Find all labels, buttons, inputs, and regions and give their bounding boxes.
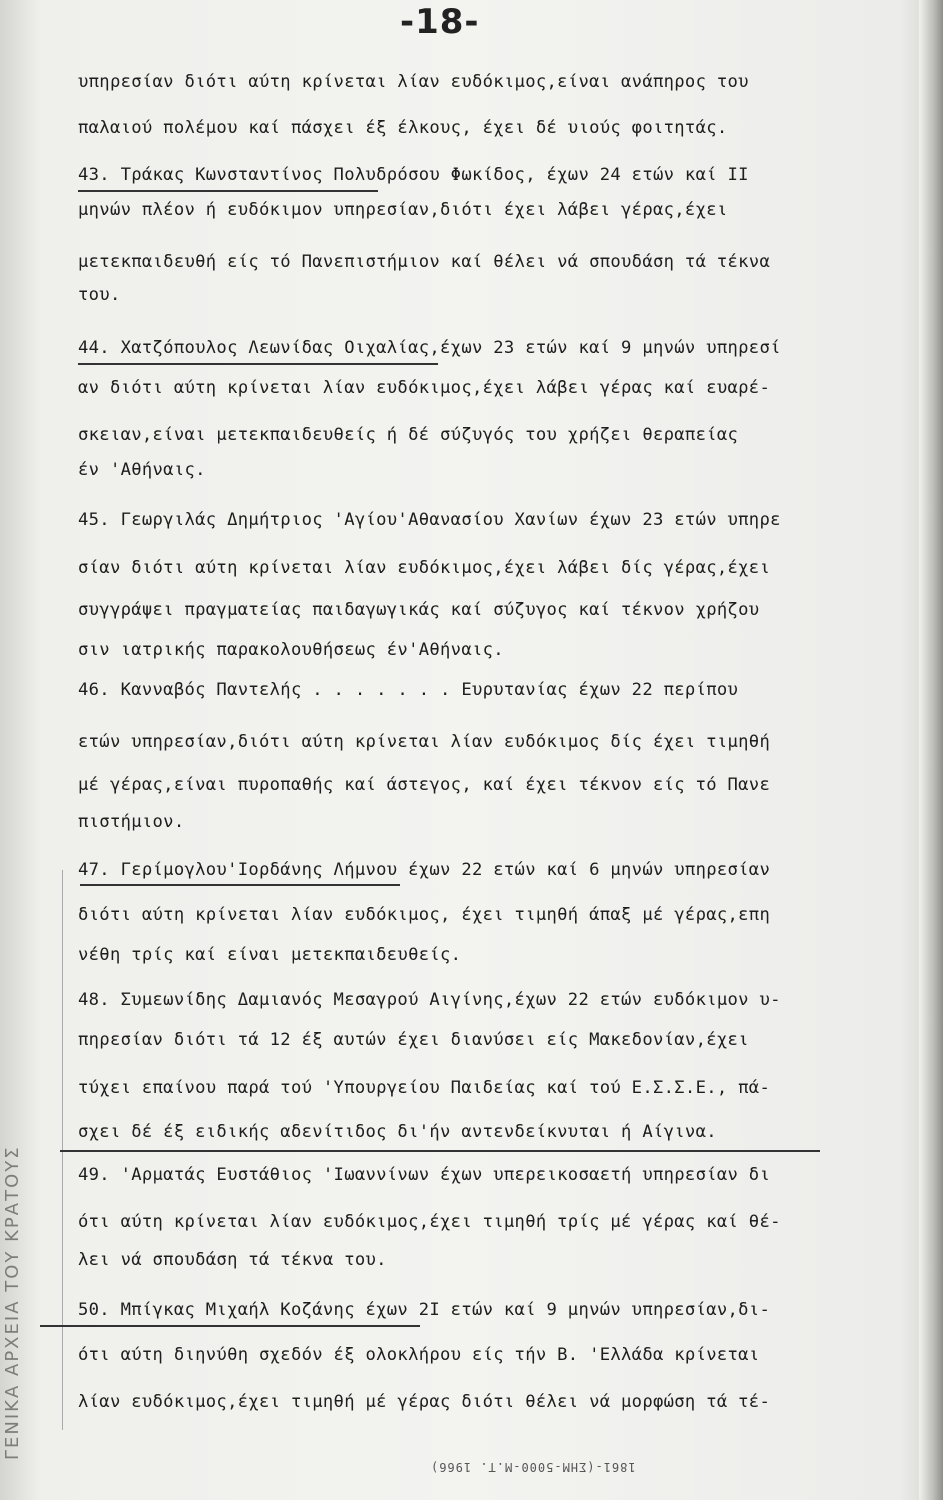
underline-entry-44: [78, 363, 438, 365]
text-line-19: 47. Γερίμογλου'Ιορδάνης Λήμνου έχων 22 ετών καί 6 μηνών υπηρεσίαν: [78, 860, 771, 880]
text-line-22: 48. Συμεωνίδης Δαμιανός Μεσαγρού Αιγίνης,έχων 22 ετών ευδόκιμον υ-: [78, 990, 781, 1010]
text-line-1: υπηρεσίαν διότι αύτη κρίνεται λίαν ευδόκιμος,είναι ανάπηρος του: [78, 72, 749, 92]
text-line-6: του.: [78, 285, 121, 305]
text-line-17: μέ γέρας,είναι πυροπαθής καί άστεγος, καί έχει τέκνον είς τό Πανε: [78, 775, 771, 795]
text-line-9: σκειαν,είναι μετεκπαιδευθείς ή δέ σύζυγός του χρήζει θεραπείας: [78, 425, 739, 445]
text-line-12: σίαν διότι αύτη κρίνεται λίαν ευδόκιμος,έχει λάβει δίς γέρας,έχει: [78, 558, 771, 578]
text-line-27: ότι αύτη κρίνεται λίαν ευδόκιμος,έχει τιμηθή τρίς μέ γέρας καί θέ-: [78, 1212, 781, 1232]
text-line-11: 45. Γεωργιλάς Δημήτριος 'Αγίου'Αθανασίου Χανίων έχων 23 ετών υπηρε: [78, 510, 781, 530]
text-line-8: αν διότι αύτη κρίνεται λίαν ευδόκιμος,έχει λάβει γέρας καί ευαρέ-: [78, 378, 771, 398]
underline-entry-47: [80, 884, 400, 886]
text-line-25: σχει δέ έξ ειδικής αδενίτιδος δι'ήν αντενδείκνυται ή Αίγινα.: [78, 1122, 717, 1142]
text-line-10: έν 'Αθήναις.: [78, 460, 206, 480]
text-line-18: πιστήμιον.: [78, 812, 185, 832]
text-line-24: τύχει επαίνου παρά τού 'Υπουργείου Παιδείας καί τού Ε.Σ.Σ.Ε., πά-: [78, 1078, 771, 1098]
text-line-20: διότι αύτη κρίνεται λίαν ευδόκιμος, έχει τιμηθή άπαξ μέ γέρας,επη: [78, 905, 771, 925]
text-line-4: μηνών πλέον ή ευδόκιμον υπηρεσίαν,διότι έχει λάβει γέρας,έχει: [78, 200, 728, 220]
text-line-31: λίαν ευδόκιμος,έχει τιμηθή μέ γέρας διότι θέλει νά μορφώση τά τέ-: [78, 1392, 771, 1412]
text-line-23: πηρεσίαν διότι τά 12 έξ αυτών έχει διανύσει είς Μακεδονίαν,έχει: [78, 1030, 749, 1050]
footer-imprint: 1861-(ΣΗΜ-5000-Μ.Τ. 1966): [430, 1460, 636, 1474]
text-line-14: σιν ιατρικής παρακολουθήσεως έν'Αθήναις.: [78, 640, 504, 660]
text-line-13: συγγράψει πραγματείας παιδαγωγικάς καί σύζυγος καί τέκνον χρήζου: [78, 600, 760, 620]
text-line-21: νέθη τρίς καί είναι μετεκπαιδευθείς.: [78, 945, 462, 965]
text-line-29: 50. Μπίγκας Μιχαήλ Κοζάνης έχων 2I ετών καί 9 μηνών υπηρεσίαν,δι-: [78, 1300, 771, 1320]
text-line-28: λει νά σπουδάση τά τέκνα του.: [78, 1250, 387, 1270]
page-number: -18-: [400, 2, 480, 42]
underline-entry-43: [78, 190, 378, 192]
text-line-2: παλαιού πολέμου καί πάσχει έξ έλκους, έχει δέ υιούς φοιτητάς.: [78, 118, 728, 138]
text-line-3: 43. Τράκας Κωνσταντίνος Πολυδρόσου Φωκίδος, έχων 24 ετών καί II: [78, 165, 749, 185]
text-line-26: 49. 'Αρματάς Ευστάθιος 'Ιωαννίνων έχων υπερεικοσαετή υπηρεσίαν δι: [78, 1165, 771, 1185]
archive-margin-stamp: ΓΕΝΙΚΑ ΑΡΧΕΙΑ ΤΟΥ ΚΡΑΤΟΥΣ: [2, 1145, 23, 1460]
page-edge-shadow: [919, 0, 943, 1500]
underline-entry-50: [40, 1325, 420, 1327]
text-line-15: 46. Κανναβός Παντελής . . . . . . . Ευρυτανίας έχων 22 περίπου: [78, 680, 739, 700]
text-line-16: ετών υπηρεσίαν,διότι αύτη κρίνεται λίαν ευδόκιμος δίς έχει τιμηθή: [78, 732, 771, 752]
text-line-7: 44. Χατζόπουλος Λεωνίδας Οιχαλίας,έχων 23 ετών καί 9 μηνών υπηρεσί: [78, 338, 781, 358]
text-line-5: μετεκπαιδευθή είς τό Πανεπιστήμιον καί θέλει νά σπουδάση τά τέκνα: [78, 252, 771, 272]
text-line-30: ότι αύτη διηνύθη σχεδόν έξ ολοκλήρου είς τήν Β. 'Ελλάδα κρίνεται: [78, 1345, 760, 1365]
underline-entry-48: [60, 1150, 820, 1152]
